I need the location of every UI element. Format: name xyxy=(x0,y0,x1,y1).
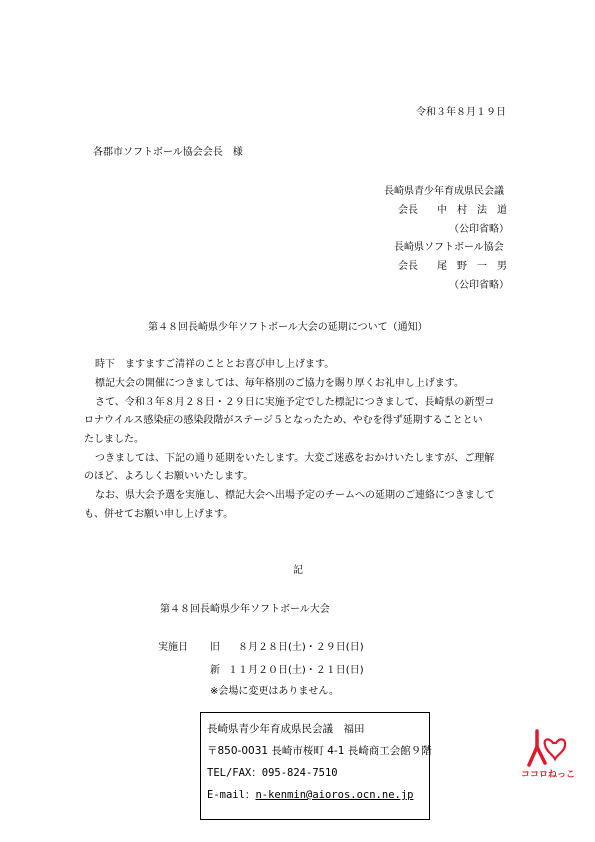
body-line-9: も、併せてお願い申し上げます。 xyxy=(84,509,234,520)
seal-note-2: （公印省略） xyxy=(449,280,509,291)
body-line-7: のほど、よろしくお願いいたします。 xyxy=(84,471,254,482)
event-name: 第４８回長崎県少年ソフトボール大会 xyxy=(160,604,330,615)
schedule-old-date: ８月２８日(土)・２９日(日) xyxy=(238,642,364,653)
ki-heading: 記 xyxy=(293,565,303,576)
seal-note-1: （公印省略） xyxy=(449,224,509,235)
sender-chair-2-name: 尾 野 一 男 xyxy=(437,261,507,272)
document-title: 第４８回長崎県少年ソフトボール大会の延期について（通知） xyxy=(148,322,428,333)
addressee: 各郡市ソフトボール協会会長 様 xyxy=(93,147,243,158)
sender-chair-2-title: 会長 xyxy=(398,261,418,272)
email-label: E-mail： xyxy=(207,789,256,801)
sender-org-2: 長崎県ソフトボール協会 xyxy=(394,242,504,253)
schedule-label: 実施日 xyxy=(158,642,188,653)
sender-org-1: 長崎県青少年育成県民会議 xyxy=(384,186,504,197)
contact-address: 〒850-0031 長崎市桜町 4-1 長崎商工会館９階 xyxy=(207,745,432,757)
body-line-3: さて、令和３年８月２８日・２９日に実施予定でした標記につきまして、長崎県の新型コ xyxy=(95,397,495,408)
contact-box xyxy=(200,712,576,820)
body-line-6: つきましては、下記の通り延期をいたします。大変ご迷惑をおかけいたしますが、ご理解 xyxy=(95,453,495,464)
body-line-2: 標記大会の開催につきましては、毎年格別のご協力を賜り厚くお礼申し上げます。 xyxy=(95,378,464,389)
sender-chair-1-title: 会長 xyxy=(398,205,418,216)
schedule-new-date: １１月２０日(土)・２１日(日) xyxy=(228,665,364,676)
contact-org: 長崎県青少年育成県民会議 福田 xyxy=(207,723,365,735)
document-date: 令和３年８月１９日 xyxy=(416,107,506,118)
sender-chair-1-name: 中 村 法 道 xyxy=(437,205,507,216)
kokoronekko-logo xyxy=(521,725,576,789)
schedule-new-label: 新 xyxy=(210,665,220,676)
body-line-8: なお、県大会予選を実施し、標記大会へ出場予定のチームへの延期のご連絡につきまして xyxy=(95,490,495,501)
schedule-old-label: 旧 xyxy=(210,642,220,653)
email-link[interactable]: n-kenmin@aioros.ocn.ne.jp xyxy=(255,789,414,801)
schedule-note: ※会場に変更はありません。 xyxy=(210,686,339,697)
body-line-1: 時下 ますますご清祥のこととお喜び申し上げます。 xyxy=(95,359,335,370)
body-line-5: たしました。 xyxy=(84,434,144,445)
contact-tel-fax: TEL/FAX：095-824-7510 xyxy=(207,767,338,779)
contact-email-row xyxy=(207,789,413,801)
logo-text: ココロねっこ xyxy=(521,770,576,780)
body-line-4: ロナウイルス感染症の感染段階がステージ５となったため、やむを得ず延期することとい xyxy=(84,415,483,426)
